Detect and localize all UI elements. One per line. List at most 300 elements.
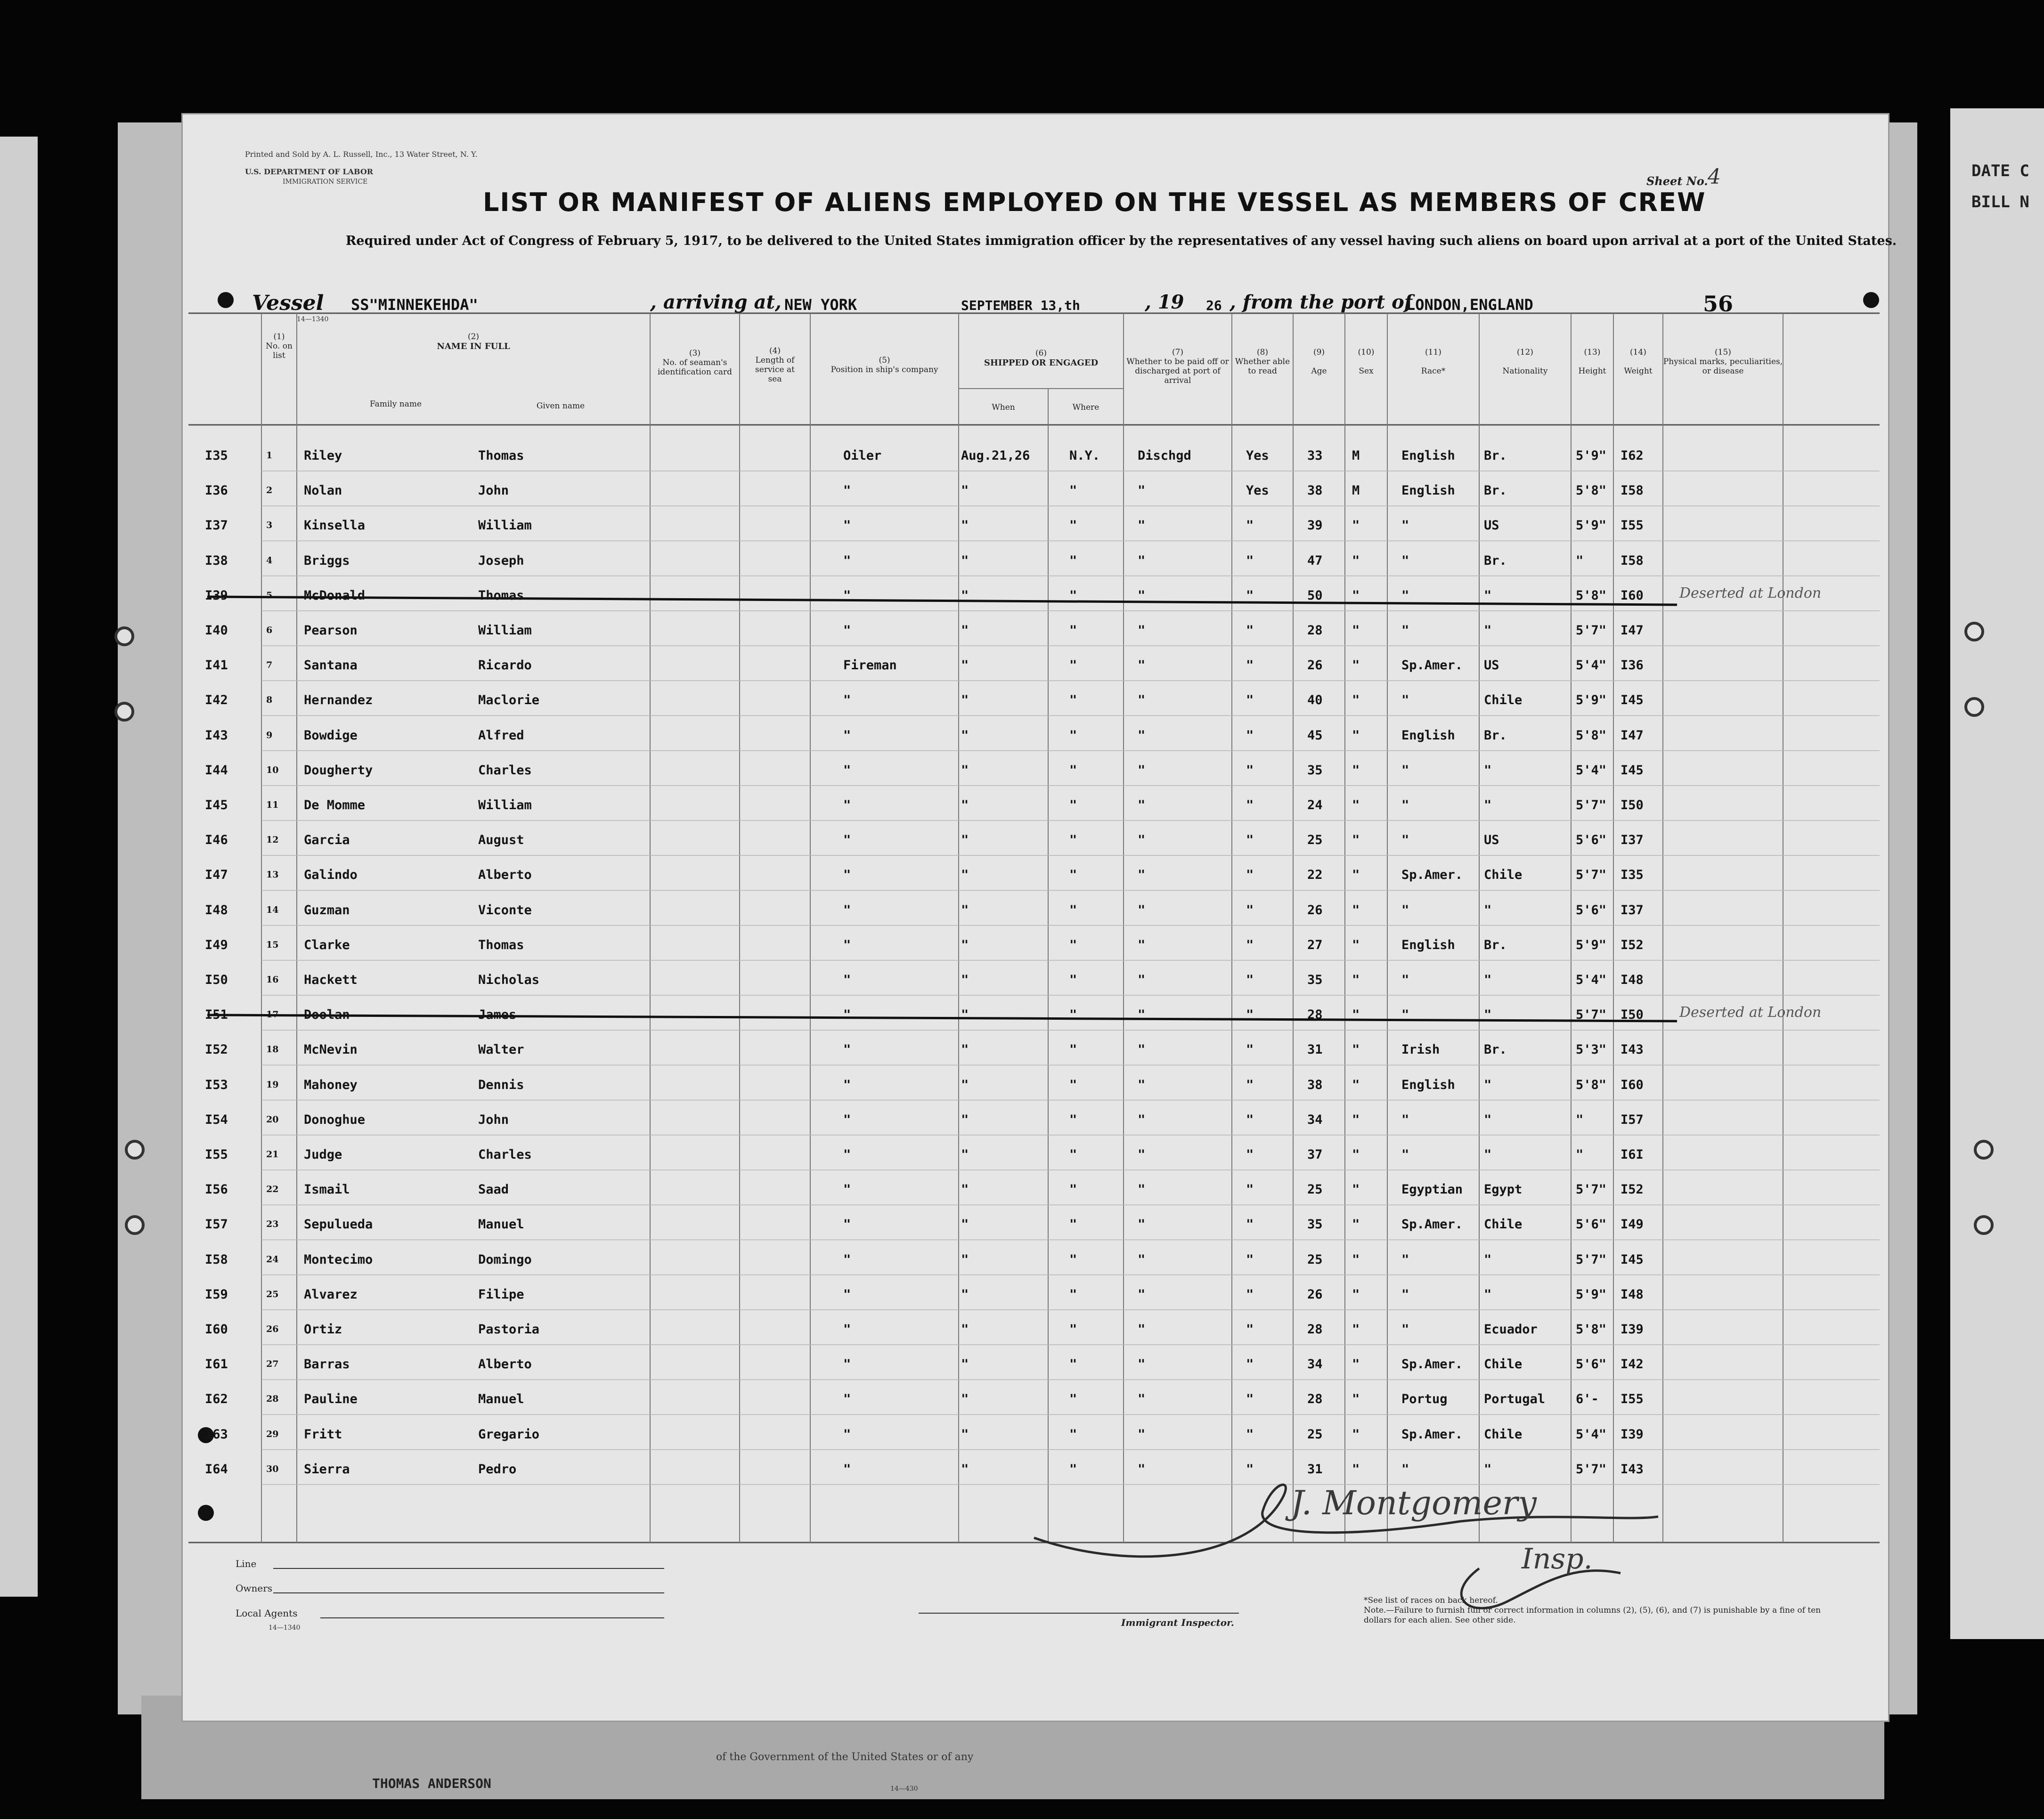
cell-no: 15 (266, 939, 279, 950)
cell-when: " (961, 763, 969, 778)
cell-given: John (478, 1112, 509, 1127)
col-14-header: (14) Weight (1624, 348, 1653, 376)
cell-no: 2 (266, 485, 273, 496)
cell-where: " (1069, 483, 1077, 498)
cell-where: " (1069, 973, 1077, 987)
cell-weight: I55 (1621, 518, 1644, 533)
cell-age: 50 (1307, 588, 1323, 603)
cell-ref: I35 (205, 448, 228, 463)
cell-family: Montecimo (304, 1252, 373, 1267)
cell-height: " (1576, 1112, 1584, 1127)
cell-position: " (843, 1042, 851, 1057)
cell-race: Sp.Amer. (1401, 1217, 1463, 1232)
cell-nat: Portugal (1484, 1392, 1546, 1407)
cell-race: Sp.Amer. (1401, 658, 1463, 673)
cell-weight: I45 (1621, 693, 1644, 708)
cell-where: " (1069, 1462, 1077, 1477)
cell-ref: I40 (205, 623, 228, 638)
cell-given: Walter (478, 1042, 524, 1057)
cell-height: 6'- (1576, 1392, 1599, 1407)
owners-label: Owners (236, 1583, 273, 1594)
cell-paid: " (1138, 1322, 1146, 1337)
cell-given: Saad (478, 1182, 509, 1197)
cell-height: 5'6" (1576, 1217, 1607, 1232)
cell-no: 24 (266, 1254, 279, 1265)
cell-nat: " (1484, 1287, 1492, 1302)
cell-no: 23 (266, 1219, 279, 1230)
cell-ref: I58 (205, 1252, 228, 1267)
cell-ref: I51 (205, 1007, 228, 1023)
cell-when: " (961, 483, 969, 498)
col-2-given-header: Given name (536, 401, 585, 411)
cell-when: " (961, 553, 969, 568)
cell-race: " (1401, 553, 1409, 568)
cell-position: Oiler (843, 448, 882, 463)
cell-height: " (1576, 1147, 1584, 1162)
cell-paid: " (1138, 1252, 1146, 1267)
cell-nat: Br. (1484, 553, 1507, 568)
immigrant-inspector-label: Immigrant Inspector. (1121, 1617, 1234, 1628)
cell-when: " (961, 902, 969, 918)
cell-race: " (1401, 518, 1409, 533)
cell-no: 9 (266, 730, 273, 740)
cell-read: " (1246, 518, 1254, 533)
cell-position: " (843, 728, 851, 743)
cell-read: " (1246, 973, 1254, 987)
cell-paid: " (1138, 1392, 1146, 1407)
line-label: Line (236, 1558, 257, 1569)
cell-family: Sierra (304, 1462, 350, 1477)
cell-age: 35 (1307, 973, 1323, 987)
cell-read: Yes (1246, 483, 1269, 498)
cell-read: " (1246, 623, 1254, 638)
punch-hole (198, 1505, 214, 1521)
binder-ring (114, 702, 134, 722)
cell-age: 47 (1307, 553, 1323, 568)
cell-paid: " (1138, 1427, 1146, 1442)
col-3-header: (3) No. of seaman's identification card (657, 349, 733, 377)
cell-read: " (1246, 1217, 1254, 1232)
col-10-header: (10) Sex (1358, 348, 1375, 376)
cell-age: 31 (1307, 1462, 1323, 1477)
cell-race: " (1401, 1112, 1409, 1127)
cell-remarks: Deserted at London (1679, 1004, 1822, 1021)
cell-age: 28 (1307, 1007, 1323, 1023)
cell-position: " (843, 518, 851, 533)
cell-no: 17 (266, 1009, 279, 1020)
cell-family: Garcia (304, 833, 350, 848)
cell-read: " (1246, 902, 1254, 918)
cell-age: 31 (1307, 1042, 1323, 1057)
cell-read: " (1246, 1357, 1254, 1372)
cell-position: " (843, 483, 851, 498)
punch-hole (218, 292, 234, 308)
cell-age: 24 (1307, 798, 1323, 812)
cell-ref: I55 (205, 1147, 228, 1162)
cell-weight: I42 (1621, 1357, 1644, 1372)
cell-height: 5'6" (1576, 902, 1607, 918)
cell-sex: " (1352, 1007, 1360, 1023)
cell-ref: I48 (205, 902, 228, 918)
cell-read: Yes (1246, 448, 1269, 463)
cell-age: 25 (1307, 1182, 1323, 1197)
cell-where: N.Y. (1069, 448, 1100, 463)
cell-ref: I50 (205, 973, 228, 987)
cell-paid: " (1138, 1042, 1146, 1057)
binder-ring (1974, 1215, 1994, 1235)
cell-paid: " (1138, 1182, 1146, 1197)
cell-nat: US (1484, 833, 1499, 848)
cell-where: " (1069, 623, 1077, 638)
cell-sex: " (1352, 902, 1360, 918)
cell-sex: " (1352, 1427, 1360, 1442)
col-7-header: (7) Whether to be paid off or discharged at port of arrival (1126, 348, 1229, 385)
cell-read: " (1246, 798, 1254, 812)
cell-weight: I48 (1621, 1287, 1644, 1302)
cell-sex: " (1352, 1252, 1360, 1267)
department-label: U.S. DEPARTMENT OF LABOR (245, 167, 374, 176)
cell-paid: " (1138, 588, 1146, 603)
cell-age: 28 (1307, 1392, 1323, 1407)
cell-weight: I62 (1621, 448, 1644, 463)
cell-family: Pauline (304, 1392, 358, 1407)
cell-weight: I60 (1621, 588, 1644, 603)
cell-where: " (1069, 902, 1077, 918)
cell-where: " (1069, 1042, 1077, 1057)
cell-family: McNevin (304, 1042, 358, 1057)
cell-given: James (478, 1007, 517, 1023)
page-subtitle: Required under Act of Congress of February 5, 1917, to be delivered to the United States immigration officer by the representatives of any vessel having such aliens on board upon arrival at a port of the United States. (345, 234, 1897, 248)
cell-when: " (961, 973, 969, 987)
cell-given: John (478, 483, 509, 498)
cell-sex: " (1352, 1462, 1360, 1477)
cell-nat: Chile (1484, 1217, 1523, 1232)
cell-given: William (478, 623, 532, 638)
cell-when: " (961, 868, 969, 883)
cell-height: 5'8" (1576, 588, 1607, 603)
cell-sex: " (1352, 1182, 1360, 1197)
cell-race: Sp.Amer. (1401, 1357, 1463, 1372)
cell-age: 37 (1307, 1147, 1323, 1162)
cell-when: " (961, 1462, 969, 1477)
cell-given: Pedro (478, 1462, 517, 1477)
cell-age: 35 (1307, 1217, 1323, 1232)
cell-nat: " (1484, 798, 1492, 812)
cell-where: " (1069, 798, 1077, 812)
cell-where: " (1069, 1252, 1077, 1267)
cell-nat: Ecuador (1484, 1322, 1538, 1337)
cell-given: Domingo (478, 1252, 532, 1267)
cell-family: Sepulueda (304, 1217, 373, 1232)
cell-no: 12 (266, 835, 279, 845)
cell-read: " (1246, 658, 1254, 673)
cell-when: " (961, 1252, 969, 1267)
cell-family: Hernandez (304, 693, 373, 708)
from-port-label: , from the port of (1230, 291, 1413, 313)
cell-paid: " (1138, 1357, 1146, 1372)
cell-position: " (843, 553, 851, 568)
cell-no: 28 (266, 1394, 279, 1405)
cell-no: 18 (266, 1044, 279, 1055)
cell-no: 14 (266, 904, 279, 915)
cell-position: Fireman (843, 658, 897, 673)
page-title: LIST OR MANIFEST OF ALIENS EMPLOYED ON THE VESSEL AS MEMBERS OF CREW (483, 187, 1706, 217)
cell-weight: I58 (1621, 553, 1644, 568)
cell-height: 5'9" (1576, 448, 1607, 463)
cell-paid: " (1138, 763, 1146, 778)
cell-nat: " (1484, 973, 1492, 987)
year-suffix: 26 (1206, 298, 1222, 313)
col-11-header: (11) Race* (1421, 348, 1446, 376)
cell-weight: I45 (1621, 1252, 1644, 1267)
cell-position: " (843, 1217, 851, 1232)
cell-read: " (1246, 1042, 1254, 1057)
page-number: 56 (1703, 291, 1734, 317)
cell-weight: I6I (1621, 1147, 1644, 1162)
cell-where: " (1069, 1392, 1077, 1407)
cell-when: " (961, 1322, 969, 1337)
cell-no: 5 (266, 590, 273, 601)
cell-weight: I39 (1621, 1322, 1644, 1337)
cell-family: Ortiz (304, 1322, 342, 1337)
cell-read: " (1246, 1007, 1254, 1023)
cell-no: 29 (266, 1429, 279, 1439)
service-label: IMMIGRATION SERVICE (283, 178, 368, 186)
cell-race: English (1401, 1077, 1455, 1092)
cell-race: Egyptian (1401, 1182, 1463, 1197)
cell-given: William (478, 798, 532, 812)
cell-read: " (1246, 1392, 1254, 1407)
col-5-header: (5) Position in ship's company (831, 356, 938, 374)
cell-height: 5'4" (1576, 763, 1607, 778)
cell-height: 5'6" (1576, 1357, 1607, 1372)
inspector-signature: J. Montgomery (1291, 1484, 1537, 1522)
cell-position: " (843, 1182, 851, 1197)
cell-family: Doolan (304, 1007, 350, 1023)
cell-age: 28 (1307, 623, 1323, 638)
cell-height: 5'7" (1576, 868, 1607, 883)
cell-read: " (1246, 1462, 1254, 1477)
cell-ref: I36 (205, 483, 228, 498)
cell-weight: I50 (1621, 1007, 1644, 1023)
cell-nat: Br. (1484, 937, 1507, 952)
cell-no: 16 (266, 974, 279, 985)
form-code: 14—1340 (297, 316, 329, 323)
cell-nat: US (1484, 658, 1499, 673)
cell-age: 26 (1307, 1287, 1323, 1302)
cell-when: " (961, 1392, 969, 1407)
cell-weight: I49 (1621, 1217, 1644, 1232)
cell-read: " (1246, 833, 1254, 848)
cell-where: " (1069, 1147, 1077, 1162)
cell-nat: " (1484, 763, 1492, 778)
cell-remarks: Deserted at London (1679, 585, 1822, 601)
cell-given: Manuel (478, 1217, 524, 1232)
cell-race: Irish (1401, 1042, 1440, 1057)
cell-nat: Br. (1484, 483, 1507, 498)
cell-position: " (843, 1007, 851, 1023)
cell-height: 5'4" (1576, 1427, 1607, 1442)
cell-nat: " (1484, 623, 1492, 638)
cell-age: 27 (1307, 937, 1323, 952)
cell-position: " (843, 1357, 851, 1372)
cell-race: " (1401, 1287, 1409, 1302)
cell-position: " (843, 1392, 851, 1407)
cell-ref: I57 (205, 1217, 228, 1232)
cell-age: 25 (1307, 1252, 1323, 1267)
cell-race: English (1401, 448, 1455, 463)
cell-age: 33 (1307, 448, 1323, 463)
cell-race: " (1401, 833, 1409, 848)
cell-position: " (843, 1462, 851, 1477)
cell-family: Judge (304, 1147, 342, 1162)
binder-ring (1964, 622, 1984, 642)
cell-where: " (1069, 1182, 1077, 1197)
cell-family: Bowdige (304, 728, 358, 743)
cell-sex: " (1352, 833, 1360, 848)
col-6-header: (6) SHIPPED OR ENGAGED (984, 349, 1099, 368)
binder-ring (114, 626, 134, 646)
cell-where: " (1069, 1077, 1077, 1092)
cell-family: Guzman (304, 902, 350, 918)
cell-read: " (1246, 1112, 1254, 1127)
cell-position: " (843, 1252, 851, 1267)
cell-family: Santana (304, 658, 358, 673)
cell-where: " (1069, 1427, 1077, 1442)
cell-position: " (843, 798, 851, 812)
cell-given: Pastoria (478, 1322, 540, 1337)
cell-race: Sp.Amer. (1401, 868, 1463, 883)
cell-given: Dennis (478, 1077, 524, 1092)
punch-hole (1863, 292, 1879, 308)
local-agents-label: Local Agents (236, 1608, 298, 1619)
cell-when: " (961, 1007, 969, 1023)
cell-race: " (1401, 623, 1409, 638)
cell-sex: " (1352, 1042, 1360, 1057)
cell-position: " (843, 1322, 851, 1337)
cell-sex: " (1352, 1217, 1360, 1232)
cell-ref: I47 (205, 868, 228, 883)
cell-paid: " (1138, 1007, 1146, 1023)
cell-sex: " (1352, 1392, 1360, 1407)
col-12-header: (12) Nationality (1502, 348, 1548, 376)
col-15-header: (15) Physical marks, peculiarities, or disease (1663, 348, 1783, 376)
cell-nat: " (1484, 902, 1492, 918)
cell-nat: Br. (1484, 1042, 1507, 1057)
cell-where: " (1069, 1217, 1077, 1232)
cell-nat: Chile (1484, 868, 1523, 883)
cell-no: 3 (266, 520, 273, 531)
cell-race: Portug (1401, 1392, 1448, 1407)
cell-no: 8 (266, 695, 273, 706)
cell-read: " (1246, 1427, 1254, 1442)
cell-height: 5'4" (1576, 973, 1607, 987)
cell-given: Filipe (478, 1287, 524, 1302)
cell-where: " (1069, 833, 1077, 848)
underlying-sheet-text: of the Government of the United States or of any (716, 1751, 974, 1763)
cell-sex: " (1352, 553, 1360, 568)
cell-sex: " (1352, 1287, 1360, 1302)
cell-age: 22 (1307, 868, 1323, 883)
cell-paid: " (1138, 623, 1146, 638)
cell-age: 34 (1307, 1357, 1323, 1372)
cell-given: Charles (478, 1147, 532, 1162)
cell-weight: I55 (1621, 1392, 1644, 1407)
cell-weight: I36 (1621, 658, 1644, 673)
col-1-header: (1) No. on list (266, 332, 293, 360)
cell-read: " (1246, 553, 1254, 568)
cell-paid: " (1138, 1462, 1146, 1477)
cell-paid: " (1138, 693, 1146, 708)
cell-sex: " (1352, 728, 1360, 743)
cell-nat: " (1484, 1112, 1492, 1127)
cell-paid: " (1138, 1112, 1146, 1127)
cell-given: Thomas (478, 937, 524, 952)
cell-weight: I48 (1621, 973, 1644, 987)
underlying-sheet-name: THOMAS ANDERSON (372, 1776, 491, 1791)
cell-sex: " (1352, 1077, 1360, 1092)
cell-height: 5'8" (1576, 728, 1607, 743)
cell-read: " (1246, 693, 1254, 708)
cell-read: " (1246, 763, 1254, 778)
cell-no: 11 (266, 800, 279, 810)
cell-nat: Br. (1484, 448, 1507, 463)
arriving-port: NEW YORK (784, 296, 857, 314)
cell-family: Galindo (304, 868, 358, 883)
cell-nat: Chile (1484, 693, 1523, 708)
cell-given: August (478, 833, 524, 848)
cell-sex: " (1352, 693, 1360, 708)
cell-family: Dougherty (304, 763, 373, 778)
arriving-label: , arriving at, (650, 291, 782, 313)
cell-where: " (1069, 518, 1077, 533)
sheet-number-value: 4 (1708, 165, 1721, 189)
year-prefix: , 19 (1145, 291, 1184, 313)
cell-age: 35 (1307, 763, 1323, 778)
cell-ref: I61 (205, 1357, 228, 1372)
cell-height: 5'7" (1576, 1252, 1607, 1267)
cell-ref: I46 (205, 833, 228, 848)
cell-given: Gregario (478, 1427, 540, 1442)
cell-paid: " (1138, 728, 1146, 743)
cell-family: Fritt (304, 1427, 342, 1442)
cell-sex: " (1352, 518, 1360, 533)
cell-where: " (1069, 763, 1077, 778)
col-6-where-header: Where (1072, 403, 1099, 412)
cell-race: " (1401, 693, 1409, 708)
cell-weight: I35 (1621, 868, 1644, 883)
cell-paid: " (1138, 658, 1146, 673)
cell-weight: I37 (1621, 902, 1644, 918)
cell-height: 5'7" (1576, 1462, 1607, 1477)
cell-position: " (843, 973, 851, 987)
cell-weight: I47 (1621, 728, 1644, 743)
cell-where: " (1069, 1357, 1077, 1372)
cell-given: Alfred (478, 728, 524, 743)
cell-sex: " (1352, 1147, 1360, 1162)
binder-ring (1974, 1140, 1994, 1160)
cell-paid: " (1138, 1077, 1146, 1092)
footer-form-code: 14—1340 (269, 1624, 301, 1632)
cell-age: 25 (1307, 1427, 1323, 1442)
col-13-header: (13) Height (1578, 348, 1606, 376)
cell-ref: I52 (205, 1042, 228, 1057)
cell-read: " (1246, 728, 1254, 743)
cell-nat: " (1484, 1147, 1492, 1162)
cell-paid: " (1138, 868, 1146, 883)
cell-no: 27 (266, 1359, 279, 1370)
cell-sex: M (1352, 448, 1360, 463)
